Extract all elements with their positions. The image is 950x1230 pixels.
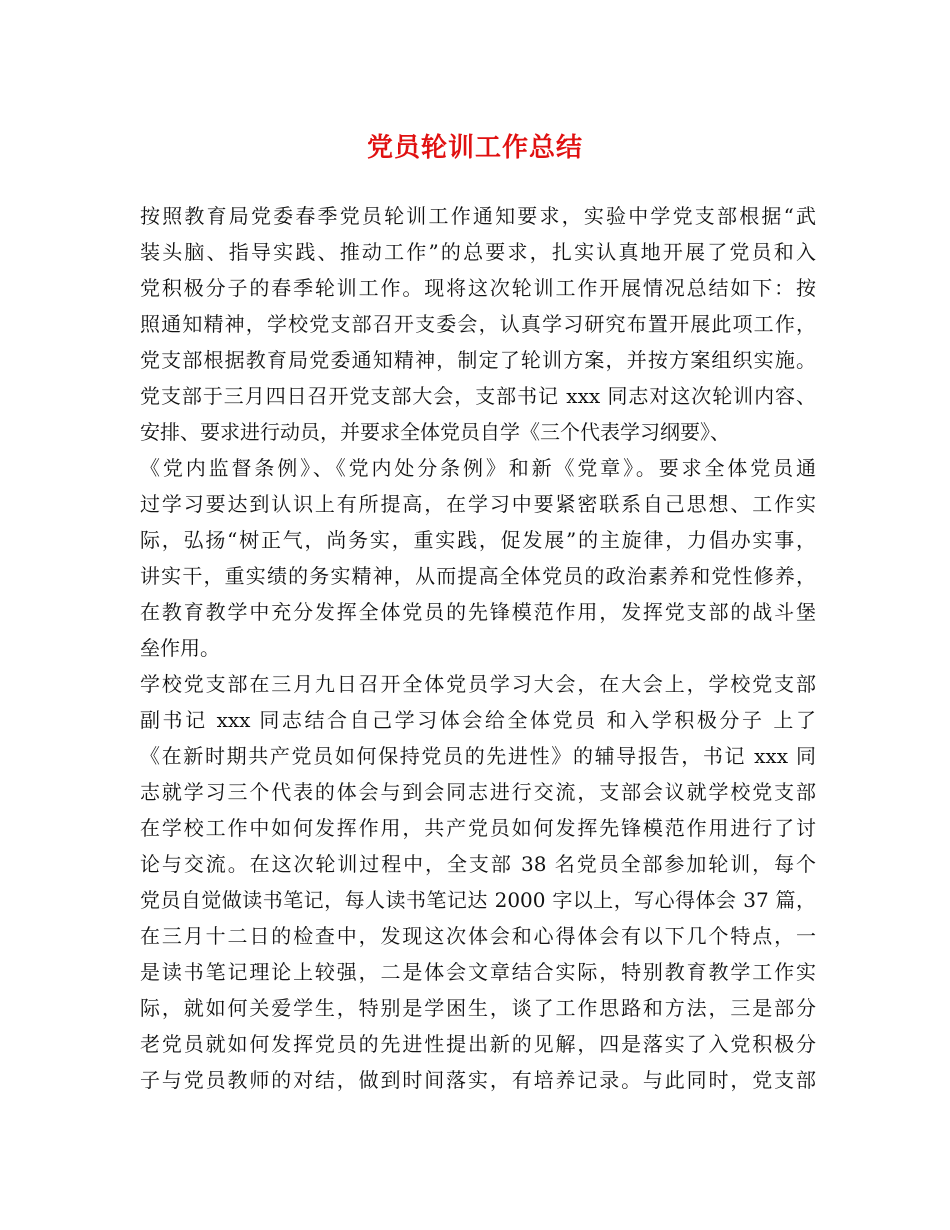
text-line: 子与党员教师的对结，做到时间落实，有培养记录。与此同时，党支部 [140, 1068, 816, 1092]
text-line: 学校党支部在三月九日召开全体党员学习大会，在大会上，学校党支部 [140, 672, 816, 696]
text-line: 在教育教学中充分发挥全体党员的先锋模范作用，发挥党支部的战斗堡 [140, 600, 816, 624]
text-line: 论与交流。在这次轮训过程中，全支部 38 名党员全部参加轮训，每个 [140, 852, 816, 876]
text-line: 过学习要达到认识上有所提高，在学习中要紧密联系自己思想、工作实 [140, 492, 816, 516]
text-line: 《在新时期共产党员如何保持党员的先进性》的辅导报告，书记 xxx 同 [140, 744, 816, 768]
text-line: 在三月十二日的检查中，发现这次体会和心得体会有以下几个特点，一 [140, 924, 816, 948]
text-line: 党支部于三月四日召开党支部大会，支部书记 xxx 同志对这次轮训内容、 [140, 384, 816, 408]
text-line: 垒作用。 [140, 636, 220, 660]
text-line: 党积极分子的春季轮训工作。现将这次轮训工作开展情况总结如下：按 [140, 276, 816, 300]
text-line: 党支部根据教育局党委通知精神，制定了轮训方案，并按方案组织实施。 [140, 348, 816, 372]
text-line: 照通知精神，学校党支部召开支委会，认真学习研究布置开展此项工作， [140, 312, 816, 336]
text-line: 是读书笔记理论上较强，二是体会文章结合实际，特别教育教学工作实 [140, 960, 816, 984]
text-line: 际，弘扬“树正气，尚务实，重实践，促发展”的主旋律，力倡办实事， [140, 528, 816, 552]
text-line: 按照教育局党委春季党员轮训工作通知要求，实验中学党支部根据“武 [140, 204, 816, 228]
text-line: 装头脑、指导实践、推动工作”的总要求，扎实认真地开展了党员和入 [140, 240, 816, 264]
text-line: 党员自觉做读书笔记，每人读书笔记达 2000 字以上，写心得体会 37 篇， [140, 888, 816, 912]
text-line: 《党内监督条例》、《党内处分条例》和新《党章》。要求全体党员通 [140, 456, 816, 480]
text-line: 际，就如何关爱学生，特别是学困生，谈了工作思路和方法，三是部分 [140, 996, 816, 1020]
text-line: 老党员就如何发挥党员的先进性提出新的见解，四是落实了入党积极分 [140, 1032, 816, 1056]
text-line: 安排、要求进行动员，并要求全体党员自学《三个代表学习纲要》、 [140, 420, 730, 444]
document-body [140, 198, 816, 1098]
text-line: 志就学习三个代表的体会与到会同志进行交流，支部会议就学校党支部 [140, 780, 816, 804]
text-line: 讲实干，重实绩的务实精神，从而提高全体党员的政治素养和党性修养， [140, 564, 816, 588]
text-line: 在学校工作中如何发挥作用，共产党员如何发挥先锋模范作用进行了讨 [140, 816, 816, 840]
text-line: 副书记 xxx 同志结合自己学习体会给全体党员 和入学积极分子 上了 [140, 708, 816, 732]
document-title: 党员轮训工作总结 [366, 133, 583, 163]
